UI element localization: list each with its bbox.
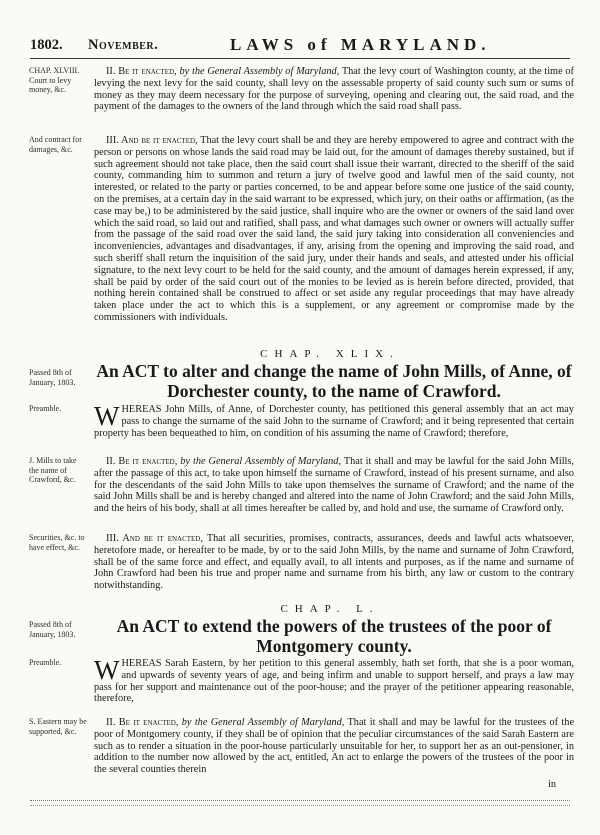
page-bottom-edge bbox=[30, 800, 570, 806]
preamble-text bbox=[94, 655, 574, 705]
margin-note: And contract for damages, &c. bbox=[29, 135, 82, 154]
catchword: in bbox=[548, 779, 557, 790]
chap49-passed-note: Passed 8th of January, 1803. bbox=[29, 368, 76, 387]
section-body: That all securities, promises, contracts, assurances, deeds and lawful acts whatsoever, heretofore made, or hereafter to be made, by or to the said John Mills, by the name and surname of John Crawford, shall be of the same force and effect, and equally avail, to all intents and purposes, as if the name and surname of John Crawford had been his true and proper name and surname from his birth, any law or custom to the contrary notwithstanding. bbox=[94, 533, 574, 592]
section-body: That it shall and may be lawful for the said John Mills, after the passage of this act, to take upon himself the surname of Crawford, instead of his present surname, and also for the descendants of the said John Mills to take upon themselves the surname of Crawford; and the name of the said John Mills shall be and is hereby changed and altered into the name of John Crawford; and the said John Mills, and the heirs of his body, shall at all times hereafter be called by, and hold and use, the surname of Crawford only. bbox=[94, 456, 574, 515]
section-body: That the levy court shall be and they are hereby empowered to agree and contract with the person or persons on whose lands the said road may be laid out, for the amount of damages thereby sustained, but if such agreement should not take place, then the said court shall issue their warrant, directed to the sheriff of the said county, commanding him to summon and return a jury of twelve good and lawful men of the said county, not interested, or related to the party or parties concerned, to be and appear before some one justice of the said county, on the premises, at a certain day in the said warrant to be expressed, which jury, on their oaths or affirmation, (as the case may be,) to be administered by the said justice, shall inquire who are the owner or owners of the said land over which the said road, so laid out and ratified, shall pass, and what damages such owner or owners will actually suffer from the passage of the said road over the said land, the said jury taking into consideration all conveniencies and inconveniencies, advantages and disadvantages, if any, arising from the opening and improving the said road, and such sheriff shall return the inquisition of the said jury, under their hands and seals, and attested under his official signature, to the next levy court to be held for the said county, and the amount of damages herein expressed, if any, shall be paid by order of the said court out of the monies to be levied as is herein before directed, provided, that nothing herein contained shall be construed to affect or set aside any regular proceedings that may have already taken place under the act to which this is a supplement, or any agreement or compromise made by the commissioners with individuals. bbox=[94, 135, 574, 323]
margin-note: CHAP. XLVIII. Court to levy money, &c. bbox=[29, 66, 80, 94]
margin-note: Securities, &c. to have effect, &c. bbox=[29, 533, 85, 552]
header-month: November. bbox=[88, 37, 159, 53]
preamble-note: Preamble. bbox=[29, 404, 62, 413]
header-rule bbox=[30, 58, 570, 59]
margin-note: S. Eastern may be supported, &c. bbox=[29, 717, 87, 736]
margin-note: J. Mills to take the name of Crawford, &c. bbox=[29, 456, 77, 484]
preamble-note: Preamble. bbox=[29, 658, 62, 667]
drop-cap: W bbox=[94, 401, 120, 431]
chap49-title: An ACT to alter and change the name of John Mills, of Anne, of Dorchester county, to the name of Crawford. bbox=[96, 361, 572, 401]
section-text bbox=[94, 717, 574, 776]
running-head bbox=[30, 37, 568, 57]
section-body: That it shall and may be lawful for the trustees of the poor of Montgomery county, if they shall be of opinion that the peculiar circumstances of the said Sarah Eastern are such as to render a situation in the poor-house particularly unsuitable for her, to support her as an out-pensioner, in addition to the number now allowed by the act, entitled, An act to enlarge the powers of the trustees of the poor in the several counties therein bbox=[94, 717, 575, 776]
assembly-phrase: by the General Assembly of Maryland, bbox=[181, 717, 345, 728]
preamble-text bbox=[94, 401, 574, 439]
section-text bbox=[94, 135, 574, 324]
header-title: LAWS of MARYLAND. bbox=[230, 35, 491, 54]
section-text bbox=[94, 533, 574, 592]
enact-lead: II. Be it enacted, bbox=[106, 66, 177, 77]
enact-lead: III. And be it enacted, bbox=[106, 533, 203, 544]
assembly-phrase: by the General Assembly of Maryland, bbox=[180, 456, 342, 467]
section-text bbox=[94, 456, 574, 515]
header-year: 1802. bbox=[30, 37, 63, 53]
chap49-heading: CHAP. XLIX. bbox=[260, 348, 400, 360]
section-body: That the levy court of Washington county, at the time of levying the next levy for the said county, shall levy on the assessable property of said county such sum or sums of money as they may deem necessary for the purpose of surveying, opening and clearing out, the said road, and the payment of the damages to the owners of the land through which the said road shall pass. bbox=[94, 66, 574, 113]
enact-lead: II. Be it enacted, bbox=[106, 456, 178, 467]
chap50-title: An ACT to extend the powers of the trustees of the poor of Montgomery county. bbox=[116, 616, 552, 656]
section-text bbox=[94, 66, 574, 113]
drop-cap: W bbox=[94, 655, 120, 685]
preamble-body: HEREAS Sarah Eastern, by her petition to this general assembly, hath set forth, that she is a poor woman, and upwards of seventy years of age, and being infirm and unable to support herself, and prays a law may pass for her support and maintenance out of the poor-house; and the prayer of the petitioner appearing reasonable, therefore, bbox=[94, 658, 574, 705]
chap50-heading: CHAP. L. bbox=[280, 603, 380, 615]
chap50-passed-note: Passed 8th of January, 1803. bbox=[29, 620, 76, 639]
preamble-body: HEREAS John Mills, of Anne, of Dorchester county, has petitioned this general assembly that an act may pass to change the surname of the said John to the surname of Crawford; and it being represented that certain property has been bequeathed to him, on condition of his assuming the name of Crawford; therefore, bbox=[94, 404, 574, 439]
assembly-phrase: by the General Assembly of Maryland, bbox=[179, 66, 340, 77]
enact-lead: III. And be it enacted, bbox=[106, 135, 198, 146]
enact-lead: II. Be it enacted, bbox=[106, 717, 179, 728]
